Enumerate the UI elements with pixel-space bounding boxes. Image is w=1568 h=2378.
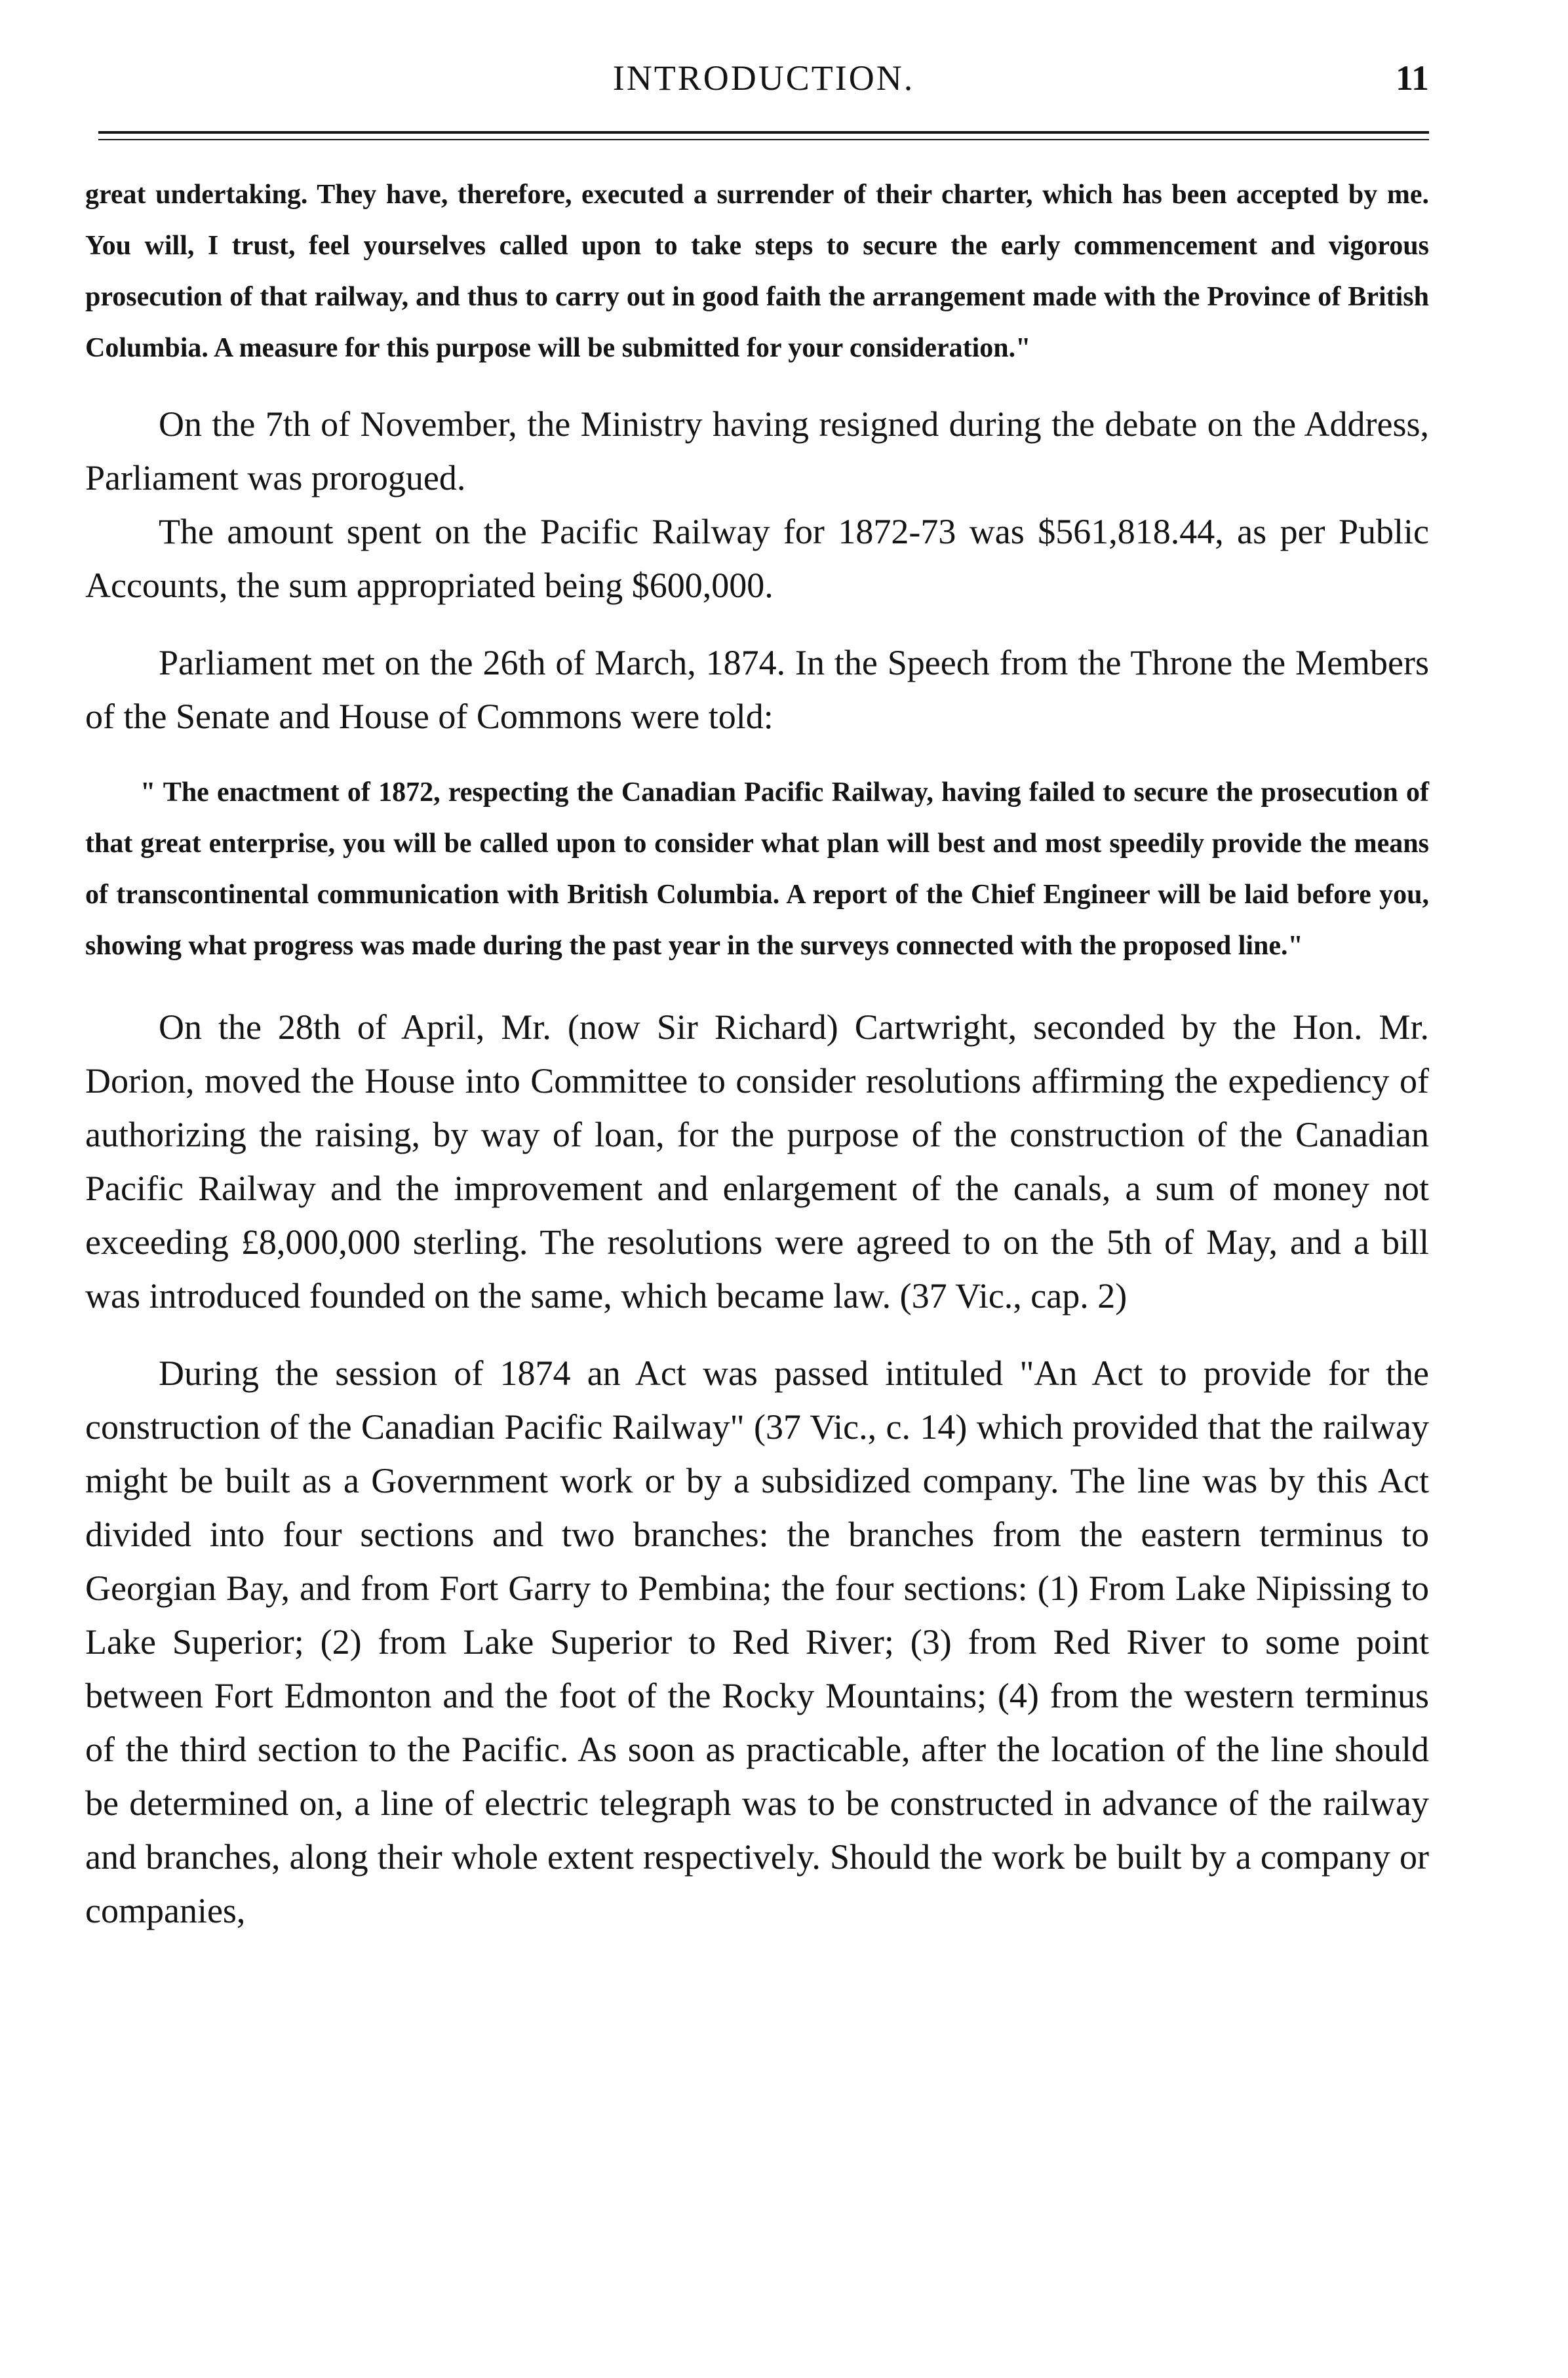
header-rule bbox=[98, 131, 1429, 134]
page-number: 11 bbox=[1395, 58, 1429, 98]
paragraph-resolutions: On the 28th of April, Mr. (now Sir Richard) Cartwright, seconded by the Hon. Mr. Dorion, moved the House into Committee to consider resolutions affirming the expediency of authorizing the raising, by way of loan, for the purpose of the construction of the Canadian Pacific Railway and the improvement and enlargement of the canals, a sum of money not exceeding £8,000,000 sterling. The resolutions were agreed to on the 5th of May, and a bill was introduced founded on the same, which became law. (37 Vic., cap. 2) bbox=[85, 1007, 1429, 1316]
running-title: INTRODUCTION. bbox=[612, 58, 915, 98]
paragraph-parliament-met: Parliament met on the 26th of March, 1874. In the Speech from the Throne the Members of the Senate and House of Commons were told: bbox=[85, 643, 1429, 736]
paragraph-expenditure: The amount spent on the Pacific Railway for 1872-73 was $561,818.44, as per Public Accounts, the sum appropriated being $600,000. bbox=[85, 512, 1429, 605]
paragraph-railway-act: During the session of 1874 an Act was passed intituled "An Act to provide for the construction of the Canadian Pacific Railway" (37 Vic., c. 14) which provided that the railway might be built as a Government work or by a subsidized company. The line was by this Act divided into four sections and two branches: the branches from the eastern terminus to Georgian Bay, and from Fort Garry to Pembina; the four sections: (1) From Lake Nipissing to Lake Superior; (2) from Lake Superior to Red River; (3) from Red River to some point between Fort Edmonton and the foot of the Rocky Mountains; (4) from the western terminus of the third section to the Pacific. As soon as practicable, after the location of the line should be determined on, a line of electric telegraph was to be constructed in advance of the railway and branches, along their whole extent respectively. Should the work be built by a company or companies, bbox=[85, 1354, 1429, 1930]
quote-speech-from-throne: " The enactment of 1872, respecting the Canadian Pacific Railway, having failed to secure the prosecution of that great enterprise, you will be called upon to consider what plan will best and most speedily provide the means of transcontinental communication with British Columbia. A report of the Chief Engineer will be laid before you, showing what progress was made during the past year in the surveys connected with the proposed line." bbox=[85, 777, 1429, 961]
paragraph-prorogation: On the 7th of November, the Ministry having resigned during the debate on the Address, Parliament was prorogued. bbox=[85, 404, 1429, 497]
quote-continuation: great undertaking. They have, therefore, executed a surrender of their charter, which has been accepted by me. You will, I trust, feel yourselves called upon to take steps to secure the early commencement and vigorous prosecution of that railway, and thus to carry out in good faith the arrangement made with the Province of British Columbia. A measure for this purpose will be submitted for your consideration." bbox=[85, 180, 1429, 363]
header-rule-thin bbox=[98, 139, 1429, 140]
page-body bbox=[85, 169, 1429, 1938]
page-header bbox=[98, 58, 1429, 110]
